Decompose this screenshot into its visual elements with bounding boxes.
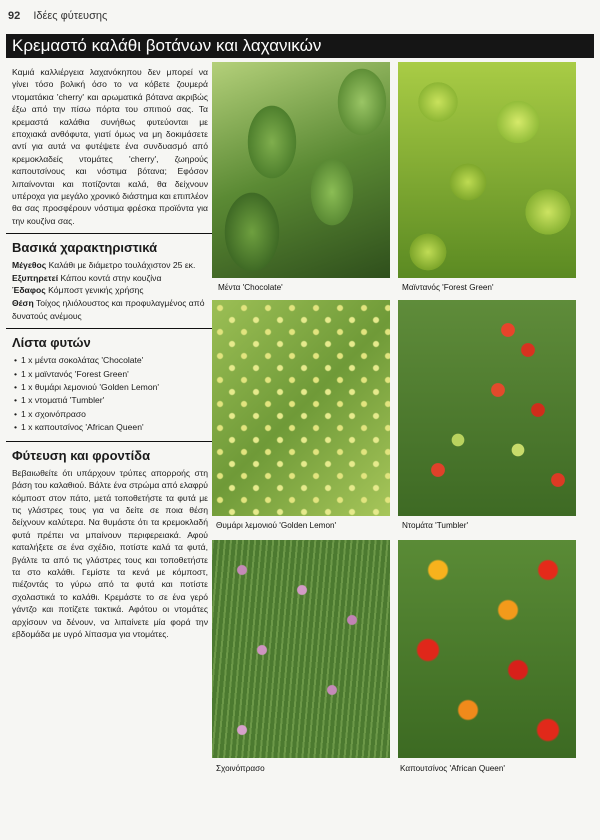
tomato-photo xyxy=(398,300,576,516)
feature-size: Μέγεθος Καλάθι με διάμετρο τουλάχιστον 25 εκ. xyxy=(12,260,196,271)
photo-caption: Θυμάρι λεμονιού 'Golden Lemon' xyxy=(216,521,337,530)
plant-list-item: • 1 x σχοινόπρασο xyxy=(14,408,206,421)
plant-list xyxy=(6,354,212,440)
parsley-photo xyxy=(398,62,576,278)
mint-photo xyxy=(212,62,390,278)
section-name: Ιδέες φύτευσης xyxy=(33,10,108,22)
plant-list-item: • 1 x θυμάρι λεμονιού 'Golden Lemon' xyxy=(14,381,206,394)
photo-caption: Μέντα 'Chocolate' xyxy=(218,283,283,292)
plant-list-item: • 1 x μαϊντανός 'Forest Green' xyxy=(14,368,206,381)
features-heading: Βασικά χαρακτηριστικά xyxy=(6,233,212,259)
chives-photo xyxy=(212,540,390,758)
feature-serves: Εξυπηρετεί Κάπου κοντά στην κουζίνα xyxy=(12,272,162,283)
photo-caption: Σχοινόπρασο xyxy=(216,764,265,773)
page-header xyxy=(8,10,107,22)
photo-caption: Ντομάτα 'Tumbler' xyxy=(402,521,469,530)
plant-list-heading: Λίστα φυτών xyxy=(6,328,212,354)
photo-caption: Μαϊντανός 'Forest Green' xyxy=(402,283,494,292)
photo-caption: Καπουτσίνος 'African Queen' xyxy=(400,764,505,773)
left-column xyxy=(6,62,212,640)
plant-list-item: • 1 x ντοματιά 'Tumbler' xyxy=(14,394,206,407)
care-paragraph: Βεβαιωθείτε ότι υπάρχουν τρύπες απορροής στη βάση του καλαθιού. Βάλτε ένα στρώμα από ελαφρύ κόμποστ στον πάτο, μετά τοποθετήστε τα φυτά με τις γλάστρες τους για να δείτε σε ποια θέση δείχνουν καλύτερα. Να θυμάστε ότι τα κρεμοκλαδή φυτά πρέπει να μπαίνουν περιφερειακά. Αφού καταλήξετε σε ένα σχέδιο, ποτίστε καλά τα φυτά, βγάλτε τα από τις γλάστρες τους και τοποθετήστε τα στο καλάθι. Γεμίστε τα κενά με κόμποστ, πιέζοντάς το γύρω από τα φυτά και ποτίστε σχολαστικά το καλάθι. Κρεμάστε το σε ένα γερό γάντζο και ποτίζετε τακτικά. Αφότου οι ντομάτες αρχίσουν να δένουν, να λιπαίνετε μία φορά την εβδομάδα με υγρό λίπασμα για ντομάτες. xyxy=(12,467,208,639)
intro-paragraph: Καμιά καλλιέργεια λαχανόκηπου δεν μπορεί να γίνει τόσο βολική όσο το να κόβετε ζουμερά ντοματάκια 'cherry' και αρωματικά βότανα ακριβώς έξω από την πίσω πόρτα του σπιτιού σας. Τα κρεμαστά καλάθια συνήθως φυτεύονται με εποχιακά ανθόφυτα, γιατί όμως να μη δοκιμάσετε αντί για αυτά να φυτέψετε ένα συνδυασμό από κρεμοκλαδείς ντομάτες 'cherry', ζωηρούς καπουτσίνους και νόστιμα βότανα; Εφόσον λιπαίνονται και ποτίζονται καλά, θα δείχνουν υπέροχα για μεγάλο χρονικό διάστημα και επιπλέον θα σας προσφέρουν νόστιμα φρέσκα προϊόντα για την κουζίνα σας. xyxy=(12,67,208,226)
plant-list-item: • 1 x καπουτσίνος 'African Queen' xyxy=(14,421,206,434)
nasturtium-photo xyxy=(398,540,576,758)
care-heading: Φύτευση και φροντίδα xyxy=(6,441,212,467)
thyme-photo xyxy=(212,300,390,516)
feature-soil: Έδαφος Κόμποστ γενικής χρήσης xyxy=(12,285,144,296)
page-number: 92 xyxy=(8,10,21,22)
features-list xyxy=(6,259,212,328)
page-title: Κρεμαστό καλάθι βοτάνων και λαχανικών xyxy=(6,34,594,58)
feature-position: Θέση Τοίχος ηλιόλουστος και προφυλαγμένος από δυνατούς ανέμους xyxy=(12,298,205,321)
plant-list-item: • 1 x μέντα σοκολάτας 'Chocolate' xyxy=(14,354,206,367)
